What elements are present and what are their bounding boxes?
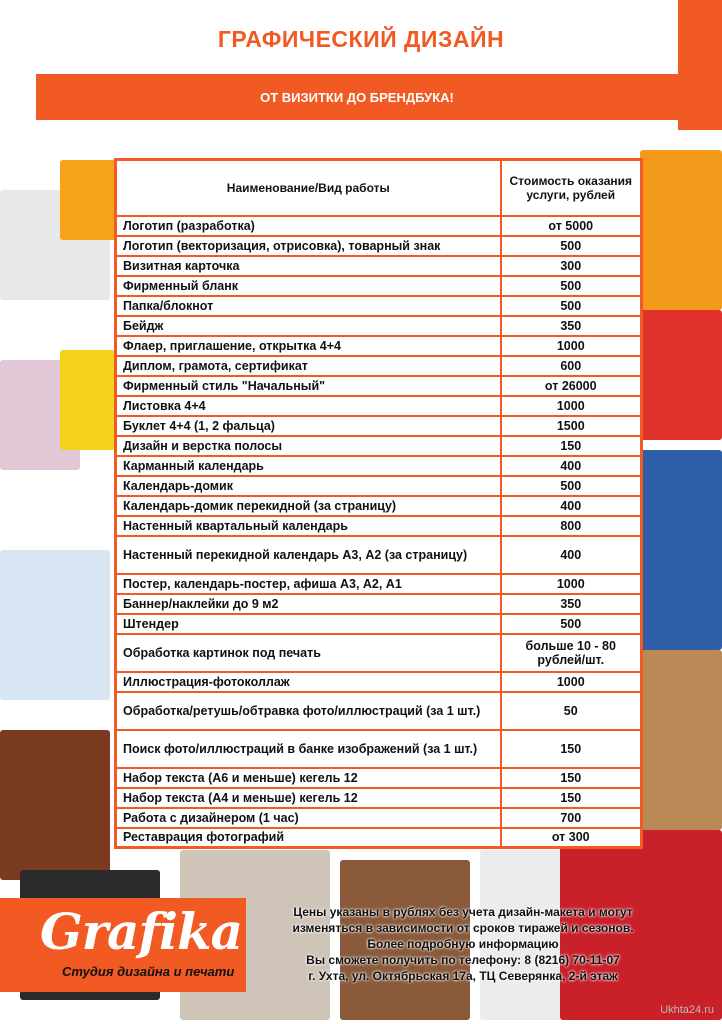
service-name-cell: Работа с дизайнером (1 час) xyxy=(116,808,501,828)
column-header-service: Наименование/Вид работы xyxy=(116,160,501,216)
price-cell: 1000 xyxy=(501,574,642,594)
footer-line: Более подробную информацию xyxy=(367,937,559,951)
table-row xyxy=(116,376,642,396)
service-name-cell: Визитная карточка xyxy=(116,256,501,276)
price-cell: 500 xyxy=(501,476,642,496)
service-name-cell: Иллюстрация-фотоколлаж xyxy=(116,672,501,692)
table-row xyxy=(116,336,642,356)
price-cell: 150 xyxy=(501,436,642,456)
watermark: Ukhta24.ru xyxy=(660,1004,714,1016)
service-name-cell: Диплом, грамота, сертификат xyxy=(116,356,501,376)
subtitle-text: ОТ ВИЗИТКИ ДО БРЕНДБУКА! xyxy=(260,89,454,105)
price-cell: 400 xyxy=(501,496,642,516)
price-cell: 150 xyxy=(501,730,642,768)
service-name-cell: Реставрация фотографий xyxy=(116,828,501,848)
price-cell: 50 xyxy=(501,692,642,730)
price-cell: 1000 xyxy=(501,336,642,356)
table-row xyxy=(116,634,642,672)
service-name-cell: Флаер, приглашение, открытка 4+4 xyxy=(116,336,501,356)
service-name-cell: Бейдж xyxy=(116,316,501,336)
service-name-cell: Набор текста (А6 и меньше) кегель 12 xyxy=(116,768,501,788)
footer-line: Цены указаны в рублях без учета дизайн-макета и могут xyxy=(293,905,633,919)
table-row xyxy=(116,788,642,808)
service-name-cell: Обработка картинок под печать xyxy=(116,634,501,672)
service-name-cell: Настенный перекидной календарь А3, А2 (за страницу) xyxy=(116,536,501,574)
table-row xyxy=(116,416,642,436)
brand-logo: Grafika xyxy=(40,902,242,961)
service-name-cell: Поиск фото/иллюстраций в банке изображений (за 1 шт.) xyxy=(116,730,501,768)
service-name-cell: Календарь-домик перекидной (за страницу) xyxy=(116,496,501,516)
table-row xyxy=(116,216,642,236)
table-header-row xyxy=(116,160,642,216)
service-name-cell: Дизайн и верстка полосы xyxy=(116,436,501,456)
footer-line: изменяться в зависимости от сроков тиражей и сезонов. xyxy=(292,921,634,935)
price-cell: 500 xyxy=(501,614,642,634)
price-cell: 150 xyxy=(501,788,642,808)
price-cell: 500 xyxy=(501,296,642,316)
service-name-cell: Баннер/наклейки до 9 м2 xyxy=(116,594,501,614)
table-row xyxy=(116,316,642,336)
footer-line: г. Ухта, ул. Октябрьская 17а, ТЦ Северянка, 2-й этаж xyxy=(308,969,618,983)
subtitle-banner xyxy=(36,74,678,120)
service-name-cell: Фирменный бланк xyxy=(116,276,501,296)
price-cell: 300 xyxy=(501,256,642,276)
table-row xyxy=(116,768,642,788)
price-table xyxy=(114,158,643,849)
table-body xyxy=(116,216,642,848)
column-header-price: Стоимость оказания услуги, рублей xyxy=(501,160,642,216)
service-name-cell: Обработка/ретушь/обтравка фото/иллюстраций (за 1 шт.) xyxy=(116,692,501,730)
service-name-cell: Папка/блокнот xyxy=(116,296,501,316)
table-row xyxy=(116,436,642,456)
table-row xyxy=(116,516,642,536)
price-cell: 1000 xyxy=(501,396,642,416)
service-name-cell: Календарь-домик xyxy=(116,476,501,496)
service-name-cell: Логотип (разработка) xyxy=(116,216,501,236)
price-cell: 800 xyxy=(501,516,642,536)
table-row xyxy=(116,276,642,296)
service-name-cell: Постер, календарь-постер, афиша А3, А2, А1 xyxy=(116,574,501,594)
price-cell: от 26000 xyxy=(501,376,642,396)
footer-note xyxy=(258,904,668,984)
table-row xyxy=(116,296,642,316)
price-cell: 350 xyxy=(501,316,642,336)
price-cell: 1500 xyxy=(501,416,642,436)
accent-strip xyxy=(678,0,722,130)
table-row xyxy=(116,356,642,376)
table-row xyxy=(116,730,642,768)
service-name-cell: Набор текста (А4 и меньше) кегель 12 xyxy=(116,788,501,808)
price-cell: 400 xyxy=(501,536,642,574)
table-row xyxy=(116,808,642,828)
price-cell: 350 xyxy=(501,594,642,614)
table-row xyxy=(116,574,642,594)
table-row xyxy=(116,614,642,634)
table-row xyxy=(116,396,642,416)
service-name-cell: Листовка 4+4 xyxy=(116,396,501,416)
price-cell: 600 xyxy=(501,356,642,376)
table-row xyxy=(116,828,642,848)
brand-block xyxy=(0,898,246,992)
service-name-cell: Логотип (векторизация, отрисовка), товарный знак xyxy=(116,236,501,256)
table-row xyxy=(116,692,642,730)
table-row xyxy=(116,456,642,476)
service-name-cell: Карманный календарь xyxy=(116,456,501,476)
brand-tagline: Студия дизайна и печати xyxy=(62,964,235,979)
price-cell: 700 xyxy=(501,808,642,828)
service-name-cell: Фирменный стиль "Начальный" xyxy=(116,376,501,396)
service-name-cell: Буклет 4+4 (1, 2 фальца) xyxy=(116,416,501,436)
price-cell: 500 xyxy=(501,236,642,256)
table-row xyxy=(116,256,642,276)
table-row xyxy=(116,476,642,496)
price-cell: 150 xyxy=(501,768,642,788)
table-row xyxy=(116,536,642,574)
price-cell: от 300 xyxy=(501,828,642,848)
table-row xyxy=(116,594,642,614)
footer-line: Вы сможете получить по телефону: 8 (8216) 70-11-07 xyxy=(306,953,620,967)
price-cell: 500 xyxy=(501,276,642,296)
table-row xyxy=(116,672,642,692)
page-title: ГРАФИЧЕСКИЙ ДИЗАЙН xyxy=(217,26,505,52)
table-row xyxy=(116,496,642,516)
price-cell: от 5000 xyxy=(501,216,642,236)
table-row xyxy=(116,236,642,256)
service-name-cell: Настенный квартальный календарь xyxy=(116,516,501,536)
service-name-cell: Штендер xyxy=(116,614,501,634)
price-cell: больше 10 - 80 рублей/шт. xyxy=(501,634,642,672)
price-cell: 1000 xyxy=(501,672,642,692)
price-cell: 400 xyxy=(501,456,642,476)
